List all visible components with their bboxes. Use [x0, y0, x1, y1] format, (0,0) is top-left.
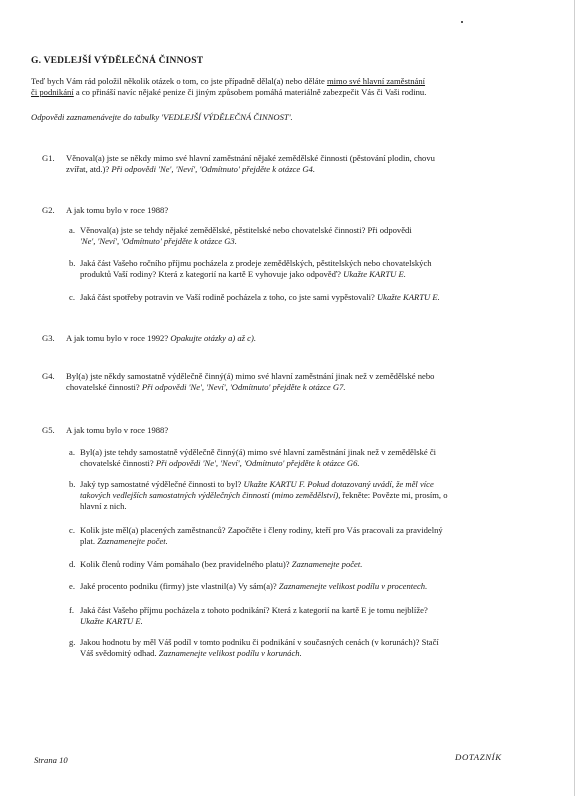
question-g2-title: A jak tomu bylo v roce 1988? [66, 205, 169, 215]
g5-a-label: a. [69, 447, 75, 457]
g1-line2-text: zvířat, atd.)? [66, 164, 112, 174]
g2-b-label: b. [69, 258, 76, 268]
intro-text-2: a co přináší navíc nějaké penize či jiným způsobem pomáhá materiálně zabezpečit Vás či Vaši rodinu. [73, 87, 427, 97]
g5-e-instruction: Zaznamenejte velikost podílu v procentech. [278, 581, 428, 591]
question-g2-a [80, 225, 540, 247]
question-g5-c [80, 525, 550, 547]
g5-d-instruction: Zaznamenejte počet. [291, 559, 363, 569]
question-g5-b [80, 479, 550, 512]
g4-line2-instruction: Při odpovědi 'Ne', 'Neví', 'Odmítnuto' přejděte k otázce G7. [141, 382, 346, 392]
g4-line2-text: chovatelské činnosti? [66, 382, 142, 392]
page-edge-line [574, 0, 575, 796]
page-number: Strana 10 [34, 755, 68, 765]
question-g4 [66, 371, 546, 393]
g5-b-line1-instruction: Ukažte KARTU F. Pokud dotazovaný uvádí, že měl více [243, 479, 434, 489]
g1-line2-instruction: Při odpovědi 'Ne', 'Neví', 'Odmítnuto' přejděte k otázce G4. [111, 164, 315, 174]
intro-underlined-1: mimo své hlavní zaměstnání [326, 76, 426, 86]
g5-a-line2-text: chovatelské činnosti? [80, 458, 156, 468]
g5-e-label: e. [69, 581, 75, 591]
question-g5-f [80, 605, 550, 627]
question-number-g2: G2. [42, 205, 55, 215]
g5-b-label: b. [69, 479, 76, 489]
question-number-g3: G3. [42, 333, 55, 343]
g5-g-label: g. [69, 637, 76, 647]
g5-a-line2-instruction: Při odpovědi 'Ne', 'Neví', 'Odmítnuto' přejděte k otázce G6. [155, 458, 360, 468]
g5-b-line2-instruction: takových vedlejších samostatných výdělečných činností (mimo zemědělství), [80, 490, 343, 500]
question-number-g1: G1. [42, 153, 55, 163]
question-number-g5: G5. [42, 425, 55, 435]
g3-text: A jak tomu bylo v roce 1992? [66, 333, 171, 343]
g5-b-line2-text: řekněte: Povězte mi, prosím, o [342, 490, 448, 500]
g5-c-line2-text: plat. [80, 536, 98, 546]
g2-a-line1: Věnoval(a) jste se tehdy nějaké zemědělské, pěstitelské nebo chovatelské činnosti? Při odpovědi [80, 225, 412, 235]
question-g5-e [80, 581, 550, 592]
instruction-text: Odpovědi zaznamenávejte do tabulky 'VEDLEJŠÍ VÝDĚLEČNÁ ČINNOST'. [31, 112, 293, 122]
question-g3 [66, 333, 256, 344]
question-g2-b [80, 258, 540, 280]
g5-g-line1: Jakou hodnotu by měl Váš podíl v tomto podniku či podnikání v současných cenách (v korunách)? Stačí [80, 637, 439, 647]
g2-a-label: a. [69, 225, 75, 235]
intro-paragraph [31, 76, 531, 98]
g2-b-line1: Jaká část Vašeho ročního příjmu pocházela z prodeje zemědělských, pěstitelských nebo chovatelských [80, 258, 432, 268]
question-g5-a [80, 447, 550, 469]
question-g2-c [80, 292, 550, 303]
g5-f-line1: Jaká část Vašeho příjmu pocházela z tohoto podnikání? Která z kategorií na kartě E je tomu nejblíže? [80, 605, 428, 615]
scan-speck [461, 21, 463, 23]
g5-g-line2-instruction: Zaznamenejte velikost podílu v korunách. [158, 648, 302, 658]
intro-underlined-2: či podnikání [31, 87, 74, 97]
g5-f-line2-instruction: Ukažte KARTU E. [80, 616, 143, 626]
document-label: DOTAZNÍK [455, 752, 502, 762]
g4-line1: Byl(a) jste někdy samostatně výdělečně činný(á) mimo své hlavní zaměstnání jinak než v zemědělské nebo [66, 371, 435, 381]
question-g5-title: A jak tomu bylo v roce 1988? [66, 425, 169, 435]
g2-b-line2-instruction: Ukažte KARTU E. [343, 269, 406, 279]
g5-b-line1-text: Jaký typ samostatné výdělečné činnosti to byl? [80, 479, 244, 489]
g5-d-label: d. [69, 559, 76, 569]
g5-d-text: Kolik členů rodiny Vám pomáhalo (bez pravidelného platu)? [80, 559, 292, 569]
g5-f-label: f. [69, 605, 75, 615]
g2-c-instruction: Ukažte KARTU E. [376, 292, 440, 302]
question-g5-d [80, 559, 550, 570]
section-heading: G. VEDLEJŠÍ VÝDĚLEČNÁ ČINNOST [31, 56, 204, 66]
g1-line1: Věnoval(a) jste se někdy mimo své hlavní zaměstnání nějaké zemědělské činnosti (pěstování plodin, chovu [66, 153, 435, 163]
question-g5-g [80, 637, 550, 659]
g5-c-line1: Kolik jste měl(a) placených zaměstnanců? Započtěte i členy rodiny, kteří pro Vás pracovali za pravidelný [80, 525, 443, 535]
g5-c-line2-instruction: Zaznamenejte počet. [97, 536, 168, 546]
g5-b-line3: hlavní z nich. [80, 501, 127, 511]
g2-a-line2: 'Ne', 'Neví', 'Odmítnuto' přejděte k otázce G3. [80, 236, 237, 246]
g2-c-text: Jaká část spotřeby potravin ve Vaší rodině pocházela z toho, co jste sami vypěstovali? [80, 292, 377, 302]
g5-g-line2-text: Váš svědomitý odhad. [80, 648, 159, 658]
intro-text-1: Teď bych Vám rád položil několik otázek o tom, co jste případně dělal(a) nebo děláte [31, 76, 327, 86]
g5-c-label: c. [69, 525, 75, 535]
question-g1 [66, 153, 536, 175]
g2-b-line2-text: produktů Vaší rodiny? Která z kategorií na kartě E vyhovuje jako odpověď? [80, 269, 344, 279]
g5-a-line1: Byl(a) jste tehdy samostatně výdělečně činný(á) mimo své hlavní zaměstnání jinak než v zemědělské či [80, 447, 437, 457]
g2-c-label: c. [69, 292, 75, 302]
question-number-g4: G4. [42, 371, 55, 381]
g3-instruction: Opakujte otázky a) až c). [170, 333, 256, 343]
g5-e-text: Jaké procento podniku (firmy) jste vlastnil(a) Vy sám(a)? [80, 581, 279, 591]
